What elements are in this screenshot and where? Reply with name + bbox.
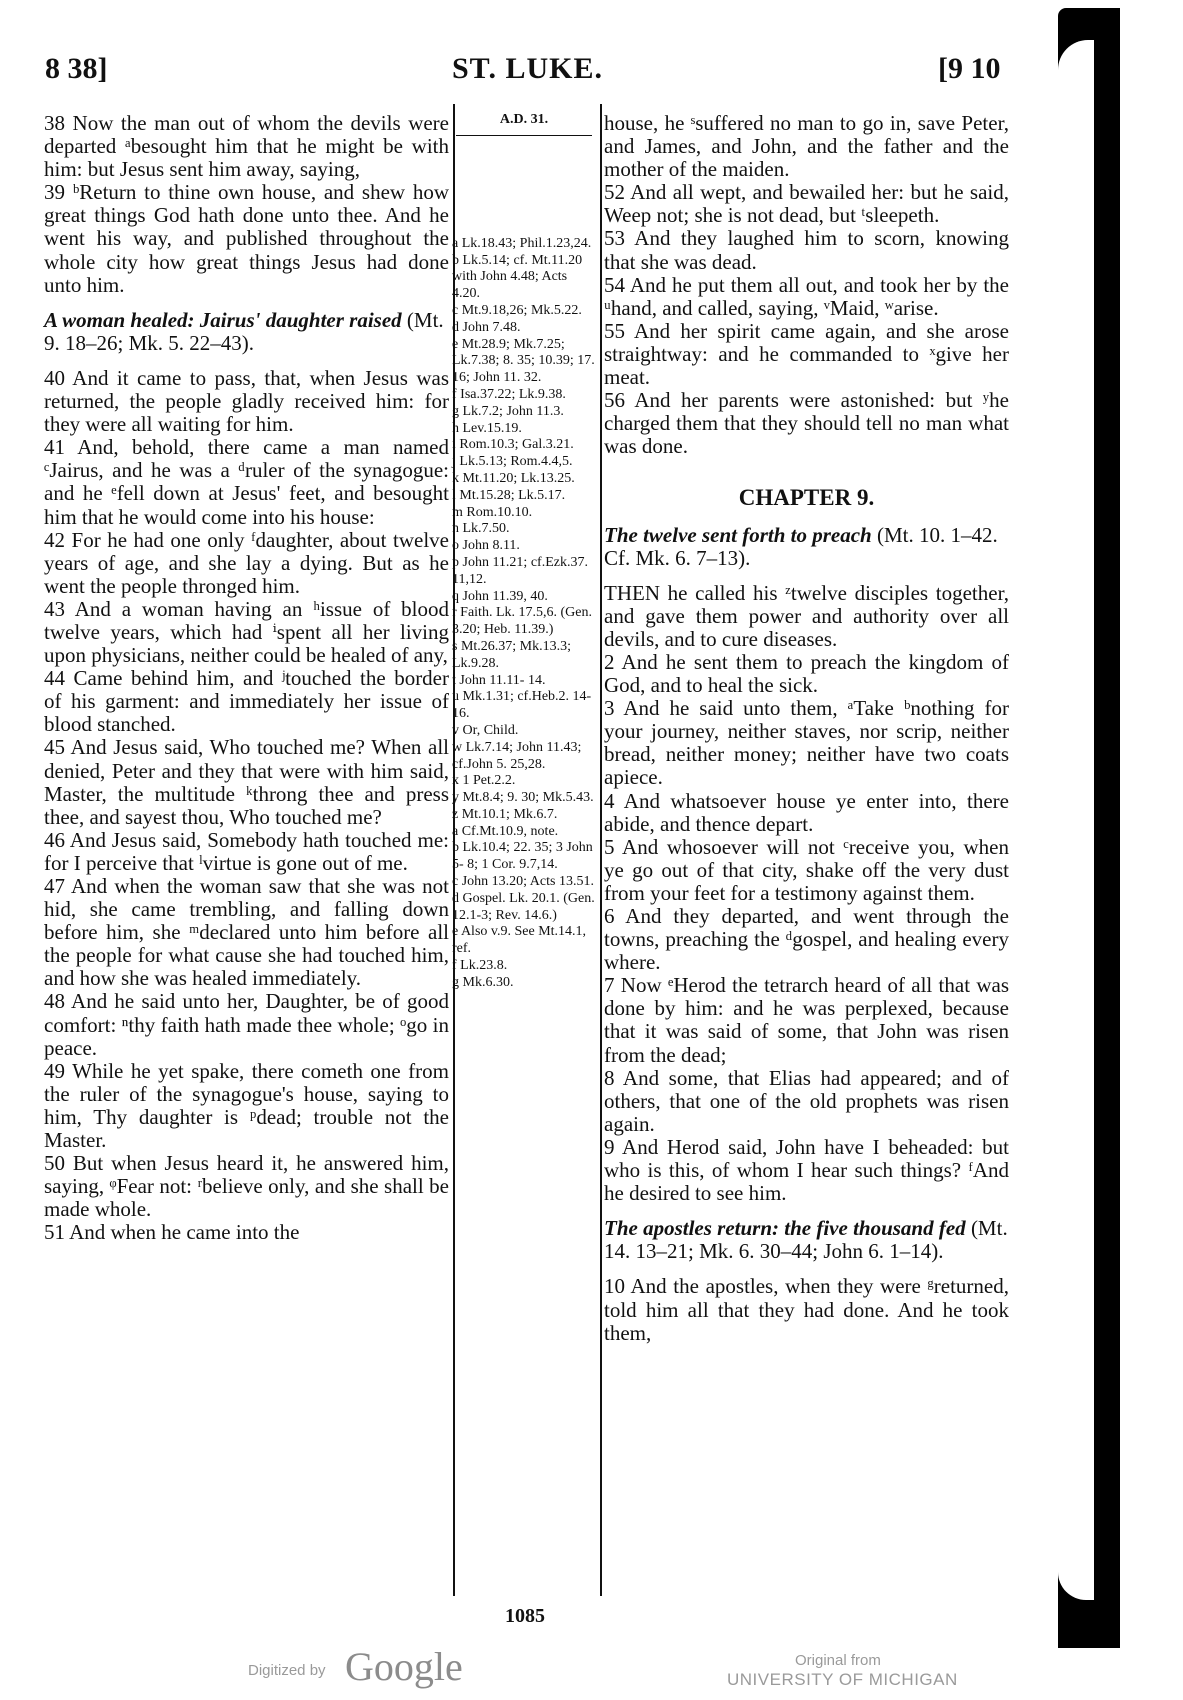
cross-reference: a Cf.Mt.10.9, note.	[452, 823, 559, 839]
cross-reference: f Lk.23.8.	[452, 958, 508, 974]
cross-reference: v Or, Child.	[452, 722, 519, 738]
cross-reference: q John 11.39, 40.	[452, 588, 548, 604]
verse-paragraph: 4 And whatsoever house ye enter into, there abide, and thence depart.	[604, 788, 1009, 836]
verse-paragraph: 41 And, behold, there came a man named ᶜJairus, and he was a ᵈruler of the synagogue: and he ᵉfell down at Jesus' feet, and besought him that he would come into his house:	[44, 435, 449, 529]
cross-reference: b Lk.10.4; 22. 35; 3 John 5- 8; 1 Cor. 9.7,14.	[452, 840, 593, 873]
verse-paragraph: 52 And all wept, and bewailed her: but he said, Weep not; she is not dead, but ᵗsleepeth.	[604, 180, 1009, 228]
date-label: A.D. 31.	[456, 112, 592, 136]
verse-paragraph: 56 And her parents were astonished: but ʸhe charged them that they should tell no man what was done.	[604, 388, 1009, 459]
university-label: UNIVERSITY OF MICHIGAN	[727, 1670, 958, 1689]
verse-paragraph: 50 But when Jesus heard it, he answered him, saying, ᵠFear not: ʳbelieve only, and she shall be made whole.	[44, 1151, 449, 1222]
verse-paragraph: 2 And he sent them to preach the kingdom of God, and to heal the sick.	[604, 649, 1009, 698]
cross-reference: o John 8.11.	[452, 538, 520, 554]
section-heading: The apostles return: the five thousand fed (Mt. 14. 13–21; Mk. 6. 30–44; John 6. 1–14).	[604, 1216, 1008, 1264]
header-chapter-verse-end: [9 10	[938, 52, 1001, 85]
cross-reference: x 1 Pet.2.2.	[452, 773, 516, 789]
verse-paragraph: 38 Now the man out of whom the devils were departed ᵃbesought him that he might be with him: but Jesus sent him away, saying,	[44, 111, 449, 182]
cross-reference: w Lk.7.14; John 11.43; cf.John 5. 25,28.	[452, 739, 582, 772]
original-from-label: Original from	[795, 1652, 881, 1669]
verse-paragraph: 42 For he had one only ᶠdaughter, about twelve years of age, and she lay a dying. But as he went the people thronged him.	[44, 527, 449, 598]
verse-paragraph: 54 And he put them all out, and took her by the ᵘhand, and called, saying, ᵛMaid, ʷarise.	[604, 272, 1009, 320]
cross-reference: s Mt.26.37; Mk.13.3; Lk.9.28.	[452, 638, 572, 671]
verse-paragraph: 43 And a woman having an ʰissue of blood twelve years, which had ⁱspent all her living upon physicians, neither could be healed of any,	[44, 596, 449, 668]
verse-paragraph: 10 And the apostles, when they were ᵍreturned, told him all that they had done. And he took them,	[604, 1274, 1009, 1345]
cross-reference: e Mt.28.9; Mk.7.25; Lk.7.38; 8. 35; 10.39; 17. 16; John 11. 32.	[452, 336, 595, 386]
cross-reference: t John 11.11- 14.	[452, 672, 546, 688]
cross-reference: n Lk.7.50.	[452, 521, 510, 537]
cross-reference: u Mk.1.31; cf.Heb.2. 14-16.	[452, 689, 592, 722]
verse-paragraph: 44 Came behind him, and ʲtouched the border of his garment: and immediately her issue of blood stanched.	[44, 666, 449, 737]
left-text-column	[44, 112, 449, 1245]
section-heading: The twelve sent forth to preach (Mt. 10. 1–42. Cf. Mk. 6. 7–13).	[604, 522, 998, 570]
page-number: 1085	[505, 1605, 545, 1627]
header-chapter-verse-start: 8 38]	[45, 52, 108, 85]
cross-reference: z Mt.10.1; Mk.6.7.	[452, 806, 558, 822]
digitized-by-label: Digitized by	[248, 1662, 326, 1679]
verse-paragraph: 53 And they laughed him to scorn, knowing that she was dead.	[604, 226, 1009, 274]
cross-reference-list	[452, 236, 596, 992]
verse-paragraph: house, he ˢsuffered no man to go in, save Peter, and James, and John, and the father and the mother of the maiden.	[604, 111, 1009, 182]
verse-paragraph: 47 And when the woman saw that she was not hid, she came trembling, and falling down before him, she ᵐdeclared unto him before all the people for what cause she had touched him, and how she was healed immediately.	[44, 874, 449, 991]
cross-reference: a Lk.18.43; Phil.1.23,24.	[452, 235, 592, 251]
cross-reference: b Lk.5.14; cf. Mt.11.20 with John 4.48; Acts 4.20.	[452, 252, 583, 302]
cross-reference: i Rom.10.3; Gal.3.21.	[452, 437, 574, 453]
cross-reference: l Mt.15.28; Lk.5.17.	[452, 487, 566, 503]
verse-paragraph: 55 And her spirit came again, and she arose straightway: and he commanded to ˣgive her meat.	[604, 318, 1009, 390]
verse-paragraph: 3 And he said unto them, ᵃTake ᵇnothing for your journey, neither staves, nor scrip, neither bread, neither money; neither have two coats apiece.	[604, 696, 1009, 790]
chapter-heading: CHAPTER 9.	[738, 485, 875, 511]
cross-reference: m Rom.10.10.	[452, 504, 533, 520]
verse-paragraph: 5 And whosoever will not ᶜreceive you, when ye go out of that city, shake off the very dust from your feet for a testimony against them.	[604, 834, 1009, 905]
cross-reference: k Mt.11.20; Lk.13.25.	[452, 470, 575, 486]
verse-paragraph: 8 And some, that Elias had appeared; and of others, that one of the old prophets was risen again.	[604, 1065, 1009, 1136]
verse-paragraph: 51 And when he came into the	[44, 1220, 300, 1245]
cross-reference-column	[452, 112, 596, 992]
verse-paragraph: 45 And Jesus said, Who touched me? When all denied, Peter and they that were with him said, Master, the multitude ᵏthrong thee and press thee, and sayest thou, Who touched me?	[44, 735, 449, 829]
verse-paragraph: 7 Now ᵉHerod the tetrarch heard of all that was done by him: and he was perplexed, because that it was said of some, that John was risen from the dead;	[604, 973, 1009, 1067]
google-logo: Google	[345, 1644, 463, 1689]
cross-reference: p John 11.21; cf.Ezk.37. 11,12.	[452, 554, 588, 587]
verse-paragraph: 9 And Herod said, John have I beheaded: but who is this, of whom I hear such things? ᶠAnd he desired to see him.	[604, 1134, 1009, 1206]
header-book-title: ST. LUKE.	[452, 52, 603, 85]
cross-reference: e Also v.9. See Mt.14.1, ref.	[452, 924, 587, 957]
cross-reference: d John 7.48.	[452, 319, 521, 335]
section-heading: A woman healed: Jairus' daughter raised (Mt. 9. 18–26; Mk. 5. 22–43).	[44, 307, 444, 355]
verse-paragraph: 46 And Jesus said, Somebody hath touched me: for I perceive that ˡvirtue is gone out of me.	[44, 827, 449, 875]
cross-reference: r Faith. Lk. 17.5,6. (Gen. 3.20; Heb. 11.39.)	[452, 605, 592, 638]
right-text-column	[604, 112, 1009, 1345]
cross-reference: h Lev.15.19.	[452, 420, 522, 436]
verse-paragraph: 40 And it came to pass, that, when Jesus was returned, the people gladly received him: for they were all waiting for him.	[44, 365, 449, 437]
column-divider-right	[600, 104, 602, 1596]
cross-reference: c John 13.20; Acts 13.51.	[452, 874, 594, 890]
cross-reference: c Mt.9.18,26; Mk.5.22.	[452, 302, 582, 318]
cross-reference: d Gospel. Lk. 20.1. (Gen. 12.1-3; Rev. 14.6.)	[452, 890, 595, 923]
cross-reference: f Isa.37.22; Lk.9.38.	[452, 386, 566, 402]
cross-reference: y Mt.8.4; 9. 30; Mk.5.43.	[452, 790, 594, 806]
verse-paragraph: 49 While he yet spake, there cometh one from the ruler of the synagogue's house, saying to him, Thy daughter is ᵖdead; trouble not the Master.	[44, 1058, 449, 1153]
verse-paragraph: 6 And they departed, and went through the towns, preaching the ᵈgospel, and healing every where.	[604, 904, 1009, 975]
cross-reference: g Lk.7.2; John 11.3.	[452, 403, 564, 419]
verse-paragraph: 39 ᵇReturn to thine own house, and shew how great things God hath done unto thee. And he went his way, and published throughout the whole city how great things Jesus had done unto him.	[44, 180, 449, 297]
cross-reference: g Mk.6.30.	[452, 974, 514, 990]
verse-paragraph: 48 And he said unto her, Daughter, be of good comfort: ⁿthy faith hath made thee whole; ᵒgo in peace.	[44, 989, 449, 1060]
cross-reference: j Lk.5.13; Rom.4.4,5.	[452, 454, 573, 470]
verse-paragraph: THEN he called his ᶻtwelve disciples together, and gave them power and authority over all devils, and to cure diseases.	[604, 580, 1009, 651]
